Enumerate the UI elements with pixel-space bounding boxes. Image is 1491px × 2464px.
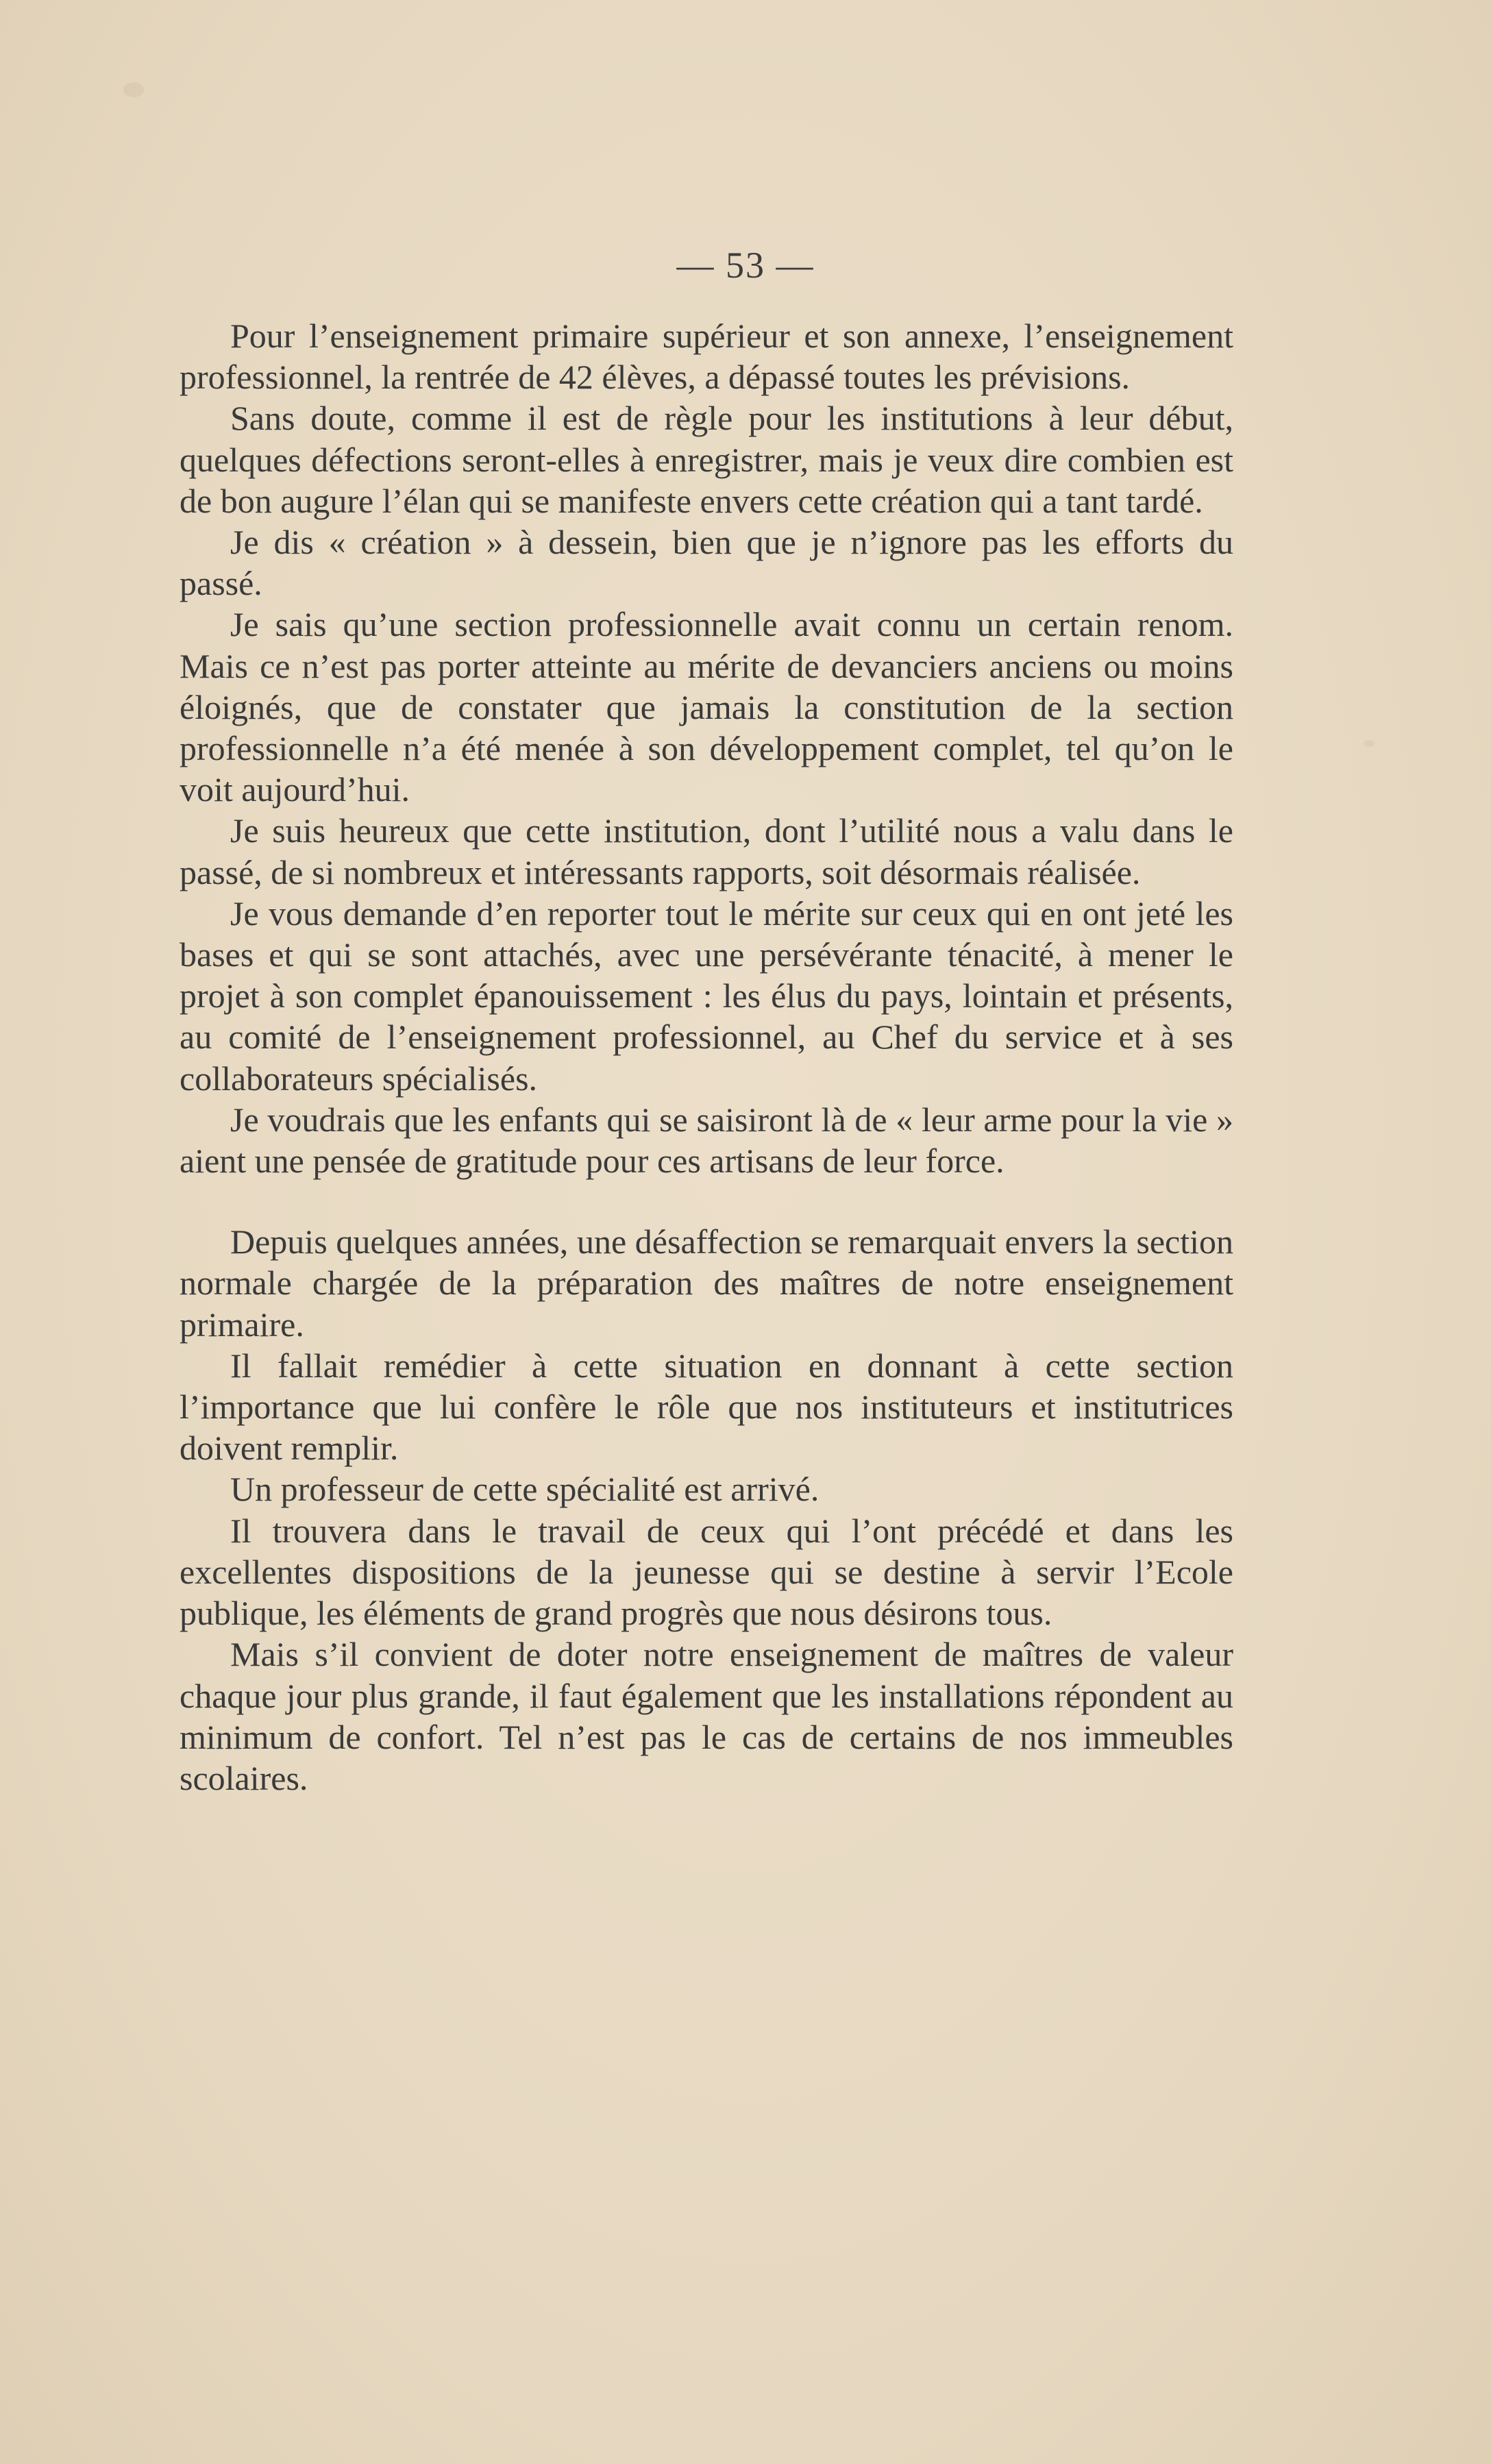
page-number: — 53 — <box>676 245 815 286</box>
paragraph: Je vous demande d’en reporter tout le mérite sur ceux qui en ont jeté les bases et qui se sont attachés, avec une persévérante ténacité, à mener le projet à son complet épanouissement : les élus du pays, lointain et présents, au comité de l’enseignement professionnel, au Chef du service et à ses collaborateurs spécialisés. <box>180 894 1233 1098</box>
paragraph: Je suis heureux que cette institution, dont l’utilité nous a valu dans le passé, de si nombreux et intéressants rapports, soit désormais réalisée. <box>180 811 1233 891</box>
paragraph: Je dis « création » à dessein, bien que je n’ignore pas les efforts du passé. <box>180 523 1233 603</box>
body-text <box>180 315 1233 1799</box>
paragraph: Je sais qu’une section professionnelle avait connu un certain renom. Mais ce n’est pas porter atteinte au mérite de devanciers anciens ou moins éloignés, que de constater que jamais la constitution de la section professionnelle n’a été menée à son développement complet, tel qu’on le voit aujourd’hui. <box>180 605 1233 809</box>
paragraph: Un professeur de cette spécialité est arrivé. <box>230 1470 820 1509</box>
paragraph: Je voudrais que les enfants qui se saisiront là de « leur arme pour la vie » aient une pensée de gratitude pour ces artisans de leur force. <box>180 1100 1233 1181</box>
paper-stain <box>1364 740 1375 747</box>
paragraph: Il fallait remédier à cette situation en donnant à cette section l’importance que lui confère le rôle que nos instituteurs et institutrices doivent remplir. <box>180 1346 1233 1468</box>
paragraph: Sans doute, comme il est de règle pour les institutions à leur début, quelques défections seront-elles à enregistrer, mais je veux dire combien est de bon augure l’élan qui se manifeste envers cette création qui a tant tardé. <box>180 399 1233 520</box>
paragraph: Pour l’enseignement primaire supérieur et son annexe, l’enseignement professionnel, la rentrée de 42 élèves, a dépassé toutes les prévisions. <box>180 317 1233 397</box>
paragraph: Depuis quelques années, une désaffection se remarquait envers la section normale chargée de la préparation des maîtres de notre enseignement primaire. <box>180 1222 1233 1344</box>
paper-stain <box>123 82 144 97</box>
section-break <box>180 1181 1233 1221</box>
paragraph: Il trouvera dans le travail de ceux qui l’ont précédé et dans les excellentes dispositions de la jeunesse qui se destine à servir l’Ecole publique, les éléments de grand progrès que nous désirons tous. <box>180 1511 1233 1633</box>
paragraph: Mais s’il convient de doter notre enseignement de maîtres de valeur chaque jour plus grande, il faut également que les installations répondent au minimum de confort. Tel n’est pas le cas de certains de nos immeubles scolaires. <box>180 1635 1233 1797</box>
